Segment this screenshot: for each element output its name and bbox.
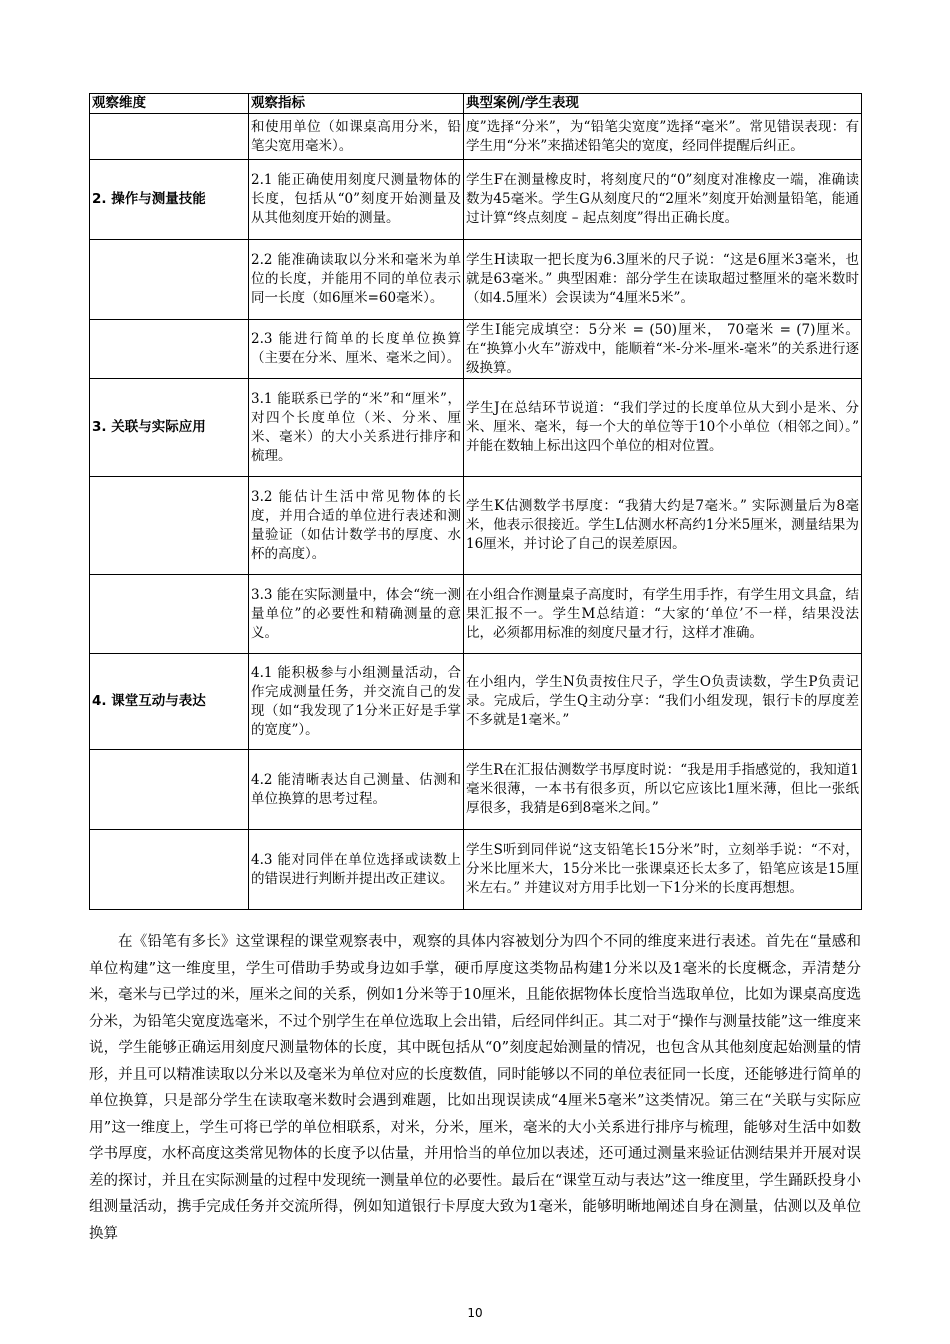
header-dimension: 观察维度 [90, 94, 249, 114]
dimension-cell: 4. 课堂互动与表达 [90, 654, 249, 750]
body-paragraph: 在《铅笔有多长》这堂课程的课堂观察表中，观察的具体内容被划分为四个不同的维度来进行表述。首先在“量感和单位构建”这一维度里，学生可借助手势或身边如手掌，硬币厚度这类物品构建1分米以及1毫米的长度概念，弄清楚分米，毫米与已学过的米，厘米之间的关系，例如1分米等于10厘米，且能依据物体长度恰当选取单位，比如为课桌高度选分米，为铅笔尖宽度选毫米，不过个别学生在单位选取上会出错，后经同伴纠正。其二对于“操作与测量技能”这一维度来说，学生能够正确运用刻度尺测量物体的长度，其中既包括从“0”刻度起始测量的情况，也包含从其他刻度起始测量的情形，并且可以精准读取以分米以及毫米为单位对应的长度数值，同时能够以不同的单位表征同一长度，还能够进行简单的单位换算，只是部分学生在读取毫米数时会遇到难题，比如出现误读成“4厘米5毫米”这类情况。第三在“关联与实际应用”这一维度上，学生可将已学的单位相联系，对米，分米，厘米，毫米的大小关系进行排序与梳理，能够对生活中如数学书厚度，水杯高度这类常见物体的长度予以估量，并用恰当的单位加以表述，还可通过测量来验证估测结果并开展对误差的探讨，并且在实际测量的过程中发现统一测量单位的必要性。最后在“课堂互动与表达”这一维度里，学生踊跃投身小组测量活动，携手完成任务并交流所得，例如知道银行卡厚度大致为1毫米，能够明晰地阐述自身在测量，估测以及单位换算 [89, 934, 861, 1242]
example-cell: 在小组合作测量桌子高度时，有学生用手拃，有学生用文具盒，结果汇报不一。学生M总结道：“大家的‘单位’不一样，结果没法比，必须都用标准的刻度尺量才行，这样才准确。 [464, 575, 862, 654]
table-row [90, 240, 862, 320]
indicator-cell: 4.1 能积极参与小组测量活动，合作完成测量任务，并交流自己的发现（如“我发现了1分米正好是手掌的宽度”）。 [249, 654, 464, 750]
dimension-cell: 3. 关联与实际应用 [90, 379, 249, 477]
indicator-cell: 4.2 能清晰表达自己测量、估测和单位换算的思考过程。 [249, 750, 464, 830]
table-row [90, 477, 862, 575]
table-row [90, 379, 862, 477]
table-row [90, 160, 862, 240]
example-cell: 度”选择“分米”，为“铅笔尖宽度”选择“毫米”。常见错误表现：有学生用“分米”来描述铅笔尖的宽度，经同伴提醒后纠正。 [464, 114, 862, 160]
table-row [90, 654, 862, 750]
example-cell: 在小组内，学生N负责按住尺子，学生O负责读数，学生P负责记录。完成后，学生Q主动分享：“我们小组发现，银行卡的厚度差不多就是1毫米。” [464, 654, 862, 750]
dimension-cell [90, 830, 249, 910]
indicator-cell: 2.1 能正确使用刻度尺测量物体的长度，包括从“0”刻度开始测量及从其他刻度开始的测量。 [249, 160, 464, 240]
indicator-cell: 3.3 能在实际测量中，体会“统一测量单位”的必要性和精确测量的意义。 [249, 575, 464, 654]
example-cell: 学生H读取一把长度为6.3厘米的尺子说：“这是6厘米3毫米，也就是63毫米。” 典型困难：部分学生在读取超过整厘米的毫米数时（如4.5厘米）会误读为“4厘米5米”。 [464, 240, 862, 320]
indicator-cell: 3.2 能估计生活中常见物体的长度，并用合适的单位进行表述和测量验证（如估计数学书的厚度、水杯的高度）。 [249, 477, 464, 575]
dimension-cell [90, 750, 249, 830]
table-row [90, 320, 862, 379]
example-cell: 学生J在总结环节说道：“我们学过的长度单位从大到小是米、分米、厘米、毫米，每一个大的单位等于10个小单位（相邻之间）。” 并能在数轴上标出这四个单位的相对位置。 [464, 379, 862, 477]
table-row [90, 114, 862, 160]
example-cell: 学生S听到同伴说“这支铅笔长15分米”时，立刻举手说：“不对，分米比厘米大，15分米比一张课桌还长太多了，铅笔应该是15厘米左右。” 并建议对方用手比划一下1分米的长度再想想。 [464, 830, 862, 910]
page-number: 10 [467, 1306, 483, 1320]
example-cell: 学生F在测量橡皮时，将刻度尺的“0”刻度对准橡皮一端，准确读数为45毫米。学生G从刻度尺的“2厘米”刻度开始测量铅笔，能通过计算“终点刻度 – 起点刻度”得出正确长度。 [464, 160, 862, 240]
indicator-cell: 3.1 能联系已学的“米”和“厘米”，对四个长度单位（米、分米、厘米、毫米）的大小关系进行排序和梳理。 [249, 379, 464, 477]
dimension-cell: 2. 操作与测量技能 [90, 160, 249, 240]
header-indicator: 观察指标 [249, 94, 464, 114]
table-header-row [90, 94, 862, 114]
example-cell: 学生I能完成填空：5分米 = (50)厘米， 70毫米 = (7)厘米。在“换算小火车”游戏中，能顺着“米-分米-厘米-毫米”的关系进行逐级换算。 [464, 320, 862, 379]
header-example: 典型案例/学生表现 [464, 94, 862, 114]
dimension-cell [90, 240, 249, 320]
indicator-cell: 2.2 能准确读取以分米和毫米为单位的长度，并能用不同的单位表示同一长度（如6厘米=60毫米）。 [249, 240, 464, 320]
dimension-cell [90, 114, 249, 160]
example-cell: 学生R在汇报估测数学书厚度时说：“我是用手指感觉的，我知道1毫米很薄，一本书有很多页，所以它应该比1厘米薄，但比一张纸厚很多，我猜是6到8毫米之间。” [464, 750, 862, 830]
dimension-cell [90, 477, 249, 575]
indicator-cell: 4.3 能对同伴在单位选择或读数上的错误进行判断并提出改正建议。 [249, 830, 464, 910]
indicator-cell: 和使用单位（如课桌高用分米，铅笔尖宽用毫米）。 [249, 114, 464, 160]
table-row [90, 830, 862, 910]
table-row [90, 750, 862, 830]
dimension-cell [90, 575, 249, 654]
observation-table [89, 93, 862, 910]
dimension-cell [90, 320, 249, 379]
table-row [90, 575, 862, 654]
example-cell: 学生K估测数学书厚度：“我猜大约是7毫米。” 实际测量后为8毫米，他表示很接近。学生L估测水杯高约1分米5厘米，测量结果为16厘米，并讨论了自己的误差原因。 [464, 477, 862, 575]
indicator-cell: 2.3 能进行简单的长度单位换算（主要在分米、厘米、毫米之间）。 [249, 320, 464, 379]
